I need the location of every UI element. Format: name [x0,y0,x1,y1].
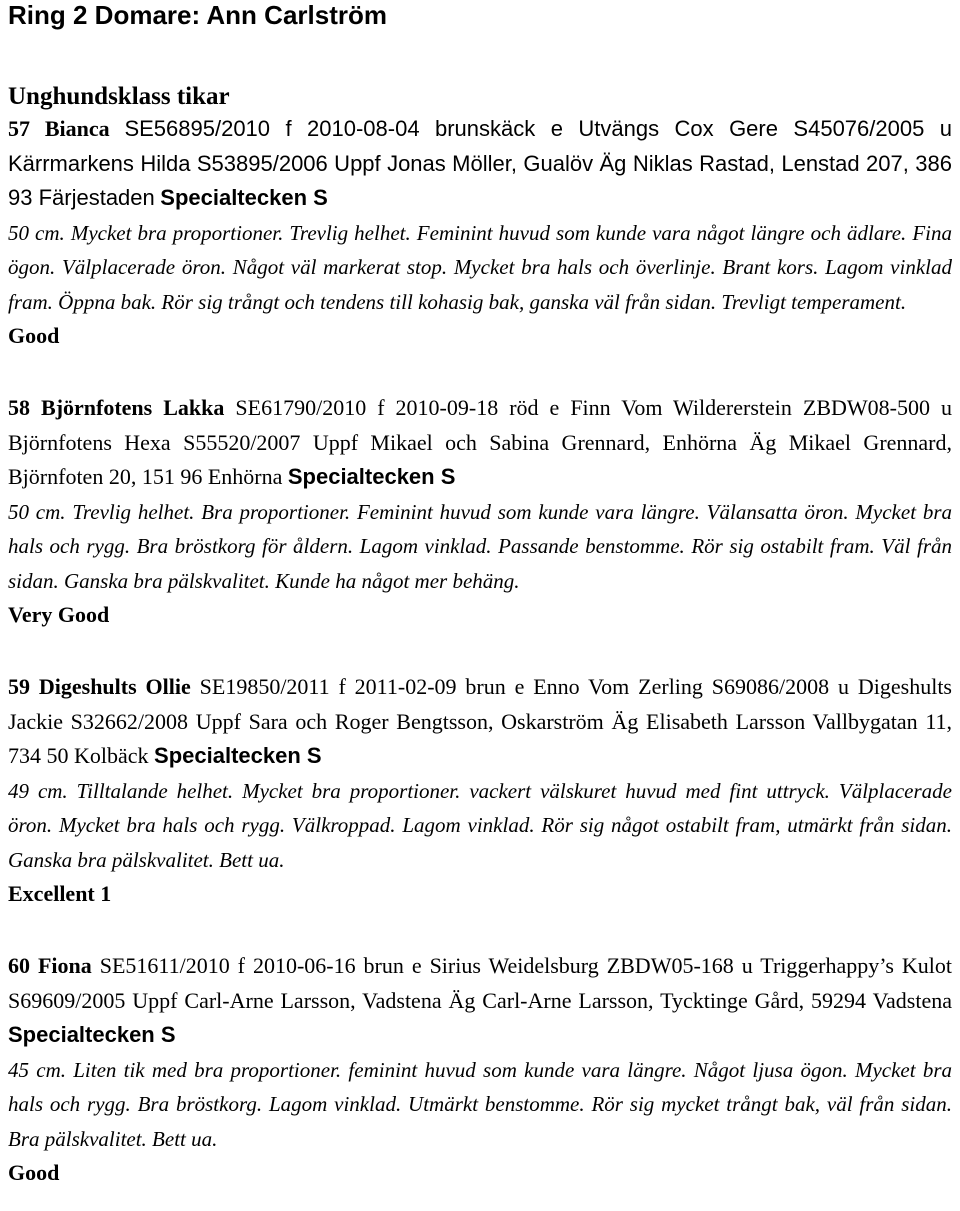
entry-grade: Good [8,323,60,348]
entry-critique: 49 cm. Tilltalande helhet. Mycket bra proportioner. vackert välskuret huvud med fint uttryck. Välplacerade öron. Mycket bra hals och rygg. Välkroppad. Lagom vinklad. Rör sig något ostabilt fram, utmärkt från sidan. Ganska bra pälskvalitet. Bett ua. [8,778,952,872]
ring-title: Ring 2 Domare: Ann Carlström [8,0,387,30]
class-title: Unghundsklass tikar [8,83,230,110]
entry-number: 58 [8,395,30,420]
special-mark: Specialtecken S [160,185,328,210]
special-mark: Specialtecken S [8,1022,176,1047]
dog-entry [8,949,952,1190]
dog-name: Fiona [37,953,92,978]
special-mark: Specialtecken S [154,743,322,768]
dog-entry [8,670,952,911]
dog-name: Björnfotens Lakka [41,395,225,420]
entry-info [8,949,952,1053]
entry-details: SE19850/2011 f 2011-02-09 brun e Enno Vom Zerling S69086/2008 u Digeshults Jackie S32662/2008 Uppf Sara och Roger Bengtsson, Oskarström Äg Elisabeth Larsson Vallbygatan 11, 734 50 Kolbäck [8,674,952,768]
entry-number: 60 [8,953,30,978]
dog-name: Digeshults Ollie [38,674,191,699]
entry-critique: 45 cm. Liten tik med bra proportioner. feminint huvud som kunde vara längre. Något ljusa ögon. Mycket bra hals och rygg. Bra bröstkorg. Lagom vinklad. Utmärkt benstomme. Rör sig mycket trångt bak, väl från sidan. Bra pälskvalitet. Bett ua. [8,1057,952,1151]
entry-details: SE61790/2010 f 2010-09-18 röd e Finn Vom Wildererstein ZBDW08-500 u Björnfotens Hexa S55520/2007 Uppf Mikael och Sabina Grennard, Enhörna Äg Mikael Grennard, Björnfoten 20, 151 96 Enhörna [8,395,953,489]
dog-entry [8,391,952,632]
entry-details: SE56895/2010 f 2010-08-04 brunskäck e Utvängs Cox Gere S45076/2005 u Kärrmarkens Hilda S53895/2006 Uppf Jonas Möller, Gualöv Äg Niklas Rastad, Lenstad 207, 386 93 Färjestaden [8,116,952,210]
entry-info [8,391,952,495]
entry-number: 59 [8,674,30,699]
entry-info [8,112,952,216]
entry-number: 57 [8,116,30,141]
entry-info [8,670,952,774]
dog-entry [8,112,952,353]
dog-name: Bianca [44,116,110,141]
entry-grade: Good [8,1160,60,1185]
special-mark: Specialtecken S [287,464,456,489]
entry-critique: 50 cm. Trevlig helhet. Bra proportioner. Feminint huvud som kunde vara längre. Välansatta öron. Mycket bra hals och rygg. Bra bröstkorg för åldern. Lagom vinklad. Passande benstomme. Rör sig ostabilt fram. Väl från sidan. Ganska bra pälskvalitet. Kunde ha något mer behäng. [8,499,952,593]
entry-grade: Excellent 1 [8,881,112,906]
entry-grade: Very Good [8,602,110,627]
entry-critique: 50 cm. Mycket bra proportioner. Trevlig helhet. Feminint huvud som kunde vara något längre och ädlare. Fina ögon. Välplacerade öron. Något väl markerat stop. Mycket bra hals och överlinje. Brant kors. Lagom vinklad fram. Öppna bak. Rör sig trångt och tendens till kohasig bak, ganska väl från sidan. Trevligt temperament. [8,220,952,314]
entry-details: SE51611/2010 f 2010-06-16 brun e Sirius Weidelsburg ZBDW05-168 u Triggerhappy’s Kulot S69609/2005 Uppf Carl-Arne Larsson, Vadstena Äg Carl-Arne Larsson, Tycktinge Gård, 59294 Vadstena [8,953,953,1013]
